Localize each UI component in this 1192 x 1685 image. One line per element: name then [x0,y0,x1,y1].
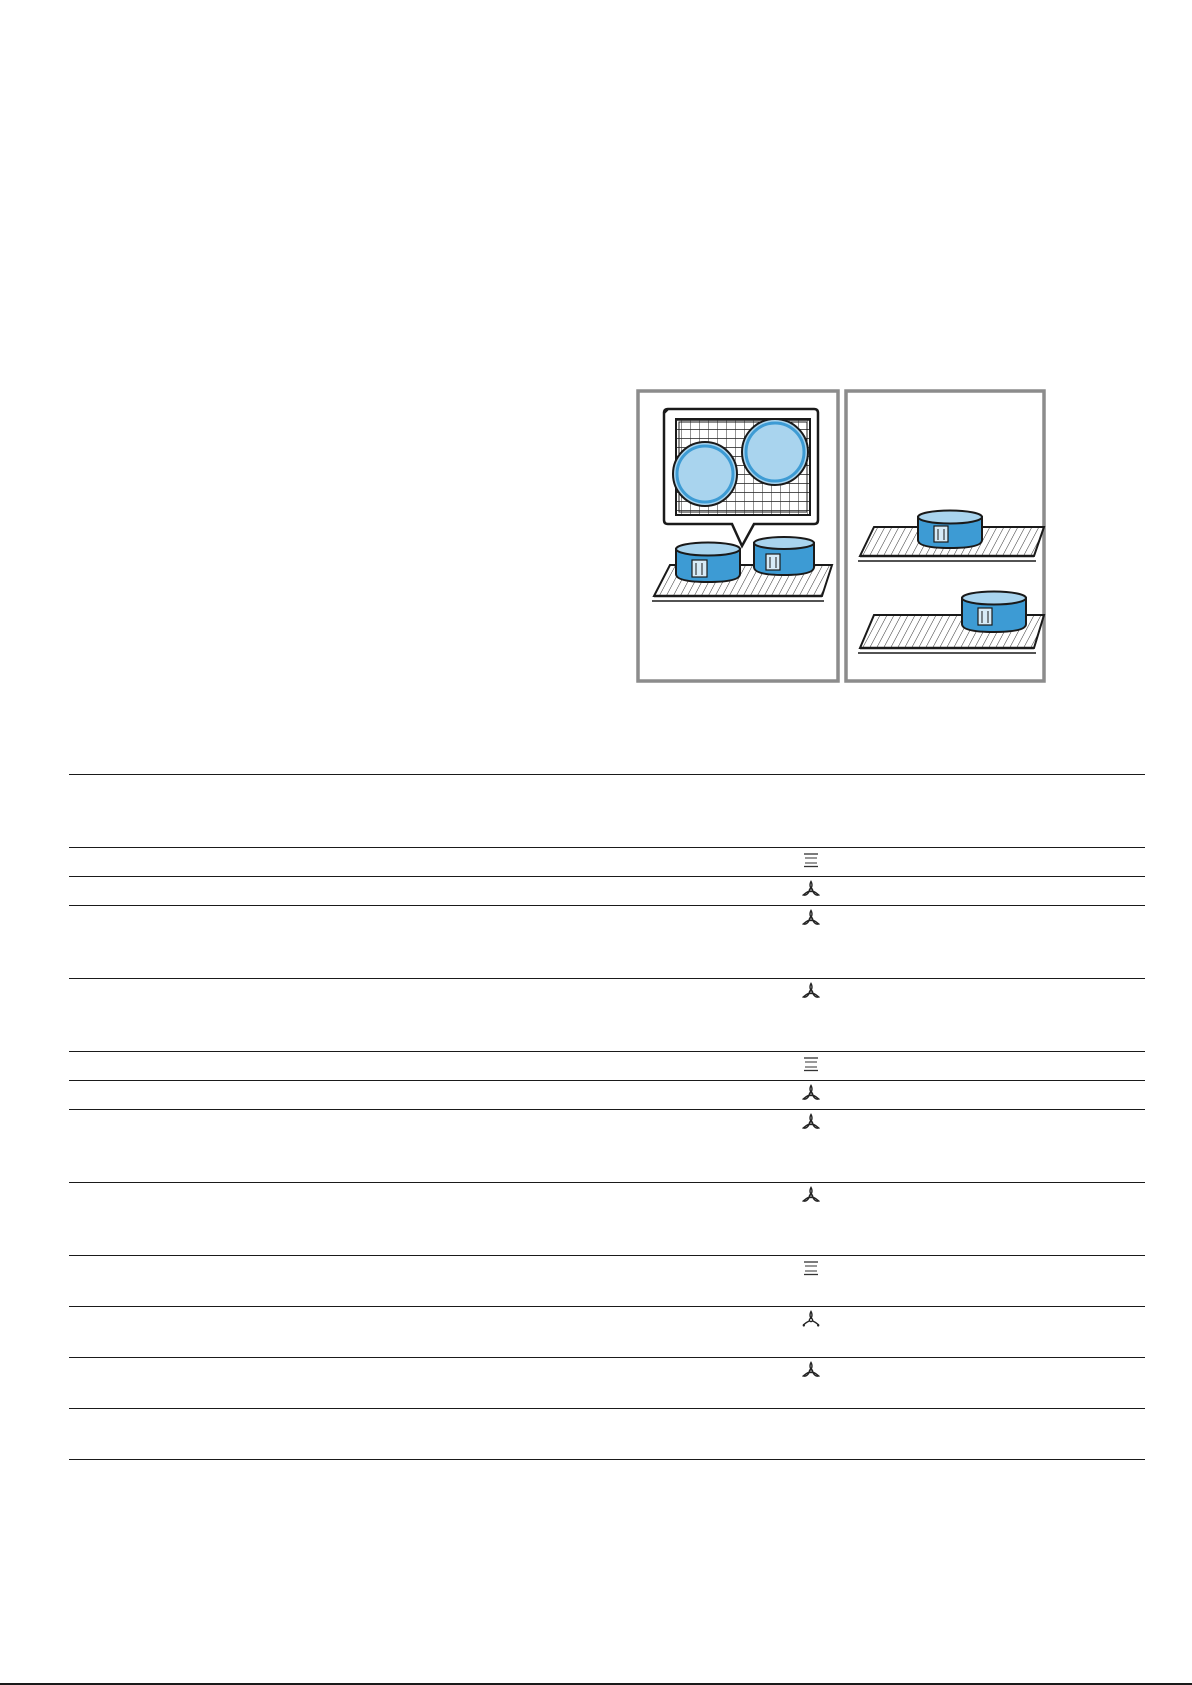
table-row [69,1081,1145,1110]
cake-tin-top-left [673,442,737,506]
hot-air-icon [802,909,820,927]
table-header-row [69,775,1145,848]
header-cell-mode [791,775,900,848]
table-body [69,775,1145,1460]
table-row [69,877,1145,906]
table-row [69,1256,1145,1307]
header-cell-settings [900,775,1145,848]
hot-air-eco-icon [802,1310,820,1328]
hot-air-icon [802,982,820,1000]
header-cell-dish [69,775,791,848]
hot-air-icon [802,1113,820,1131]
hot-air-icon [802,1084,820,1102]
table-row [69,1052,1145,1081]
table-row [69,1358,1145,1409]
hot-air-icon [802,1361,820,1379]
table-row [69,1110,1145,1183]
table-row [69,1183,1145,1256]
table-row [69,906,1145,979]
top-bottom-heating-icon [802,851,820,869]
table-row [69,848,1145,877]
hot-air-icon [802,1186,820,1204]
table-row [69,979,1145,1052]
hot-air-icon [802,880,820,898]
top-bottom-heating-icon [802,1055,820,1073]
cake-tin-top-right [742,419,808,485]
panel-side-by-side [638,391,838,681]
table-row [69,1307,1145,1358]
panel-staggered [846,391,1044,681]
top-bottom-heating-icon [802,1259,820,1277]
baking-tins-placement-figure [636,389,1046,683]
table-row [69,1409,1145,1460]
baking-table [69,774,1145,1460]
